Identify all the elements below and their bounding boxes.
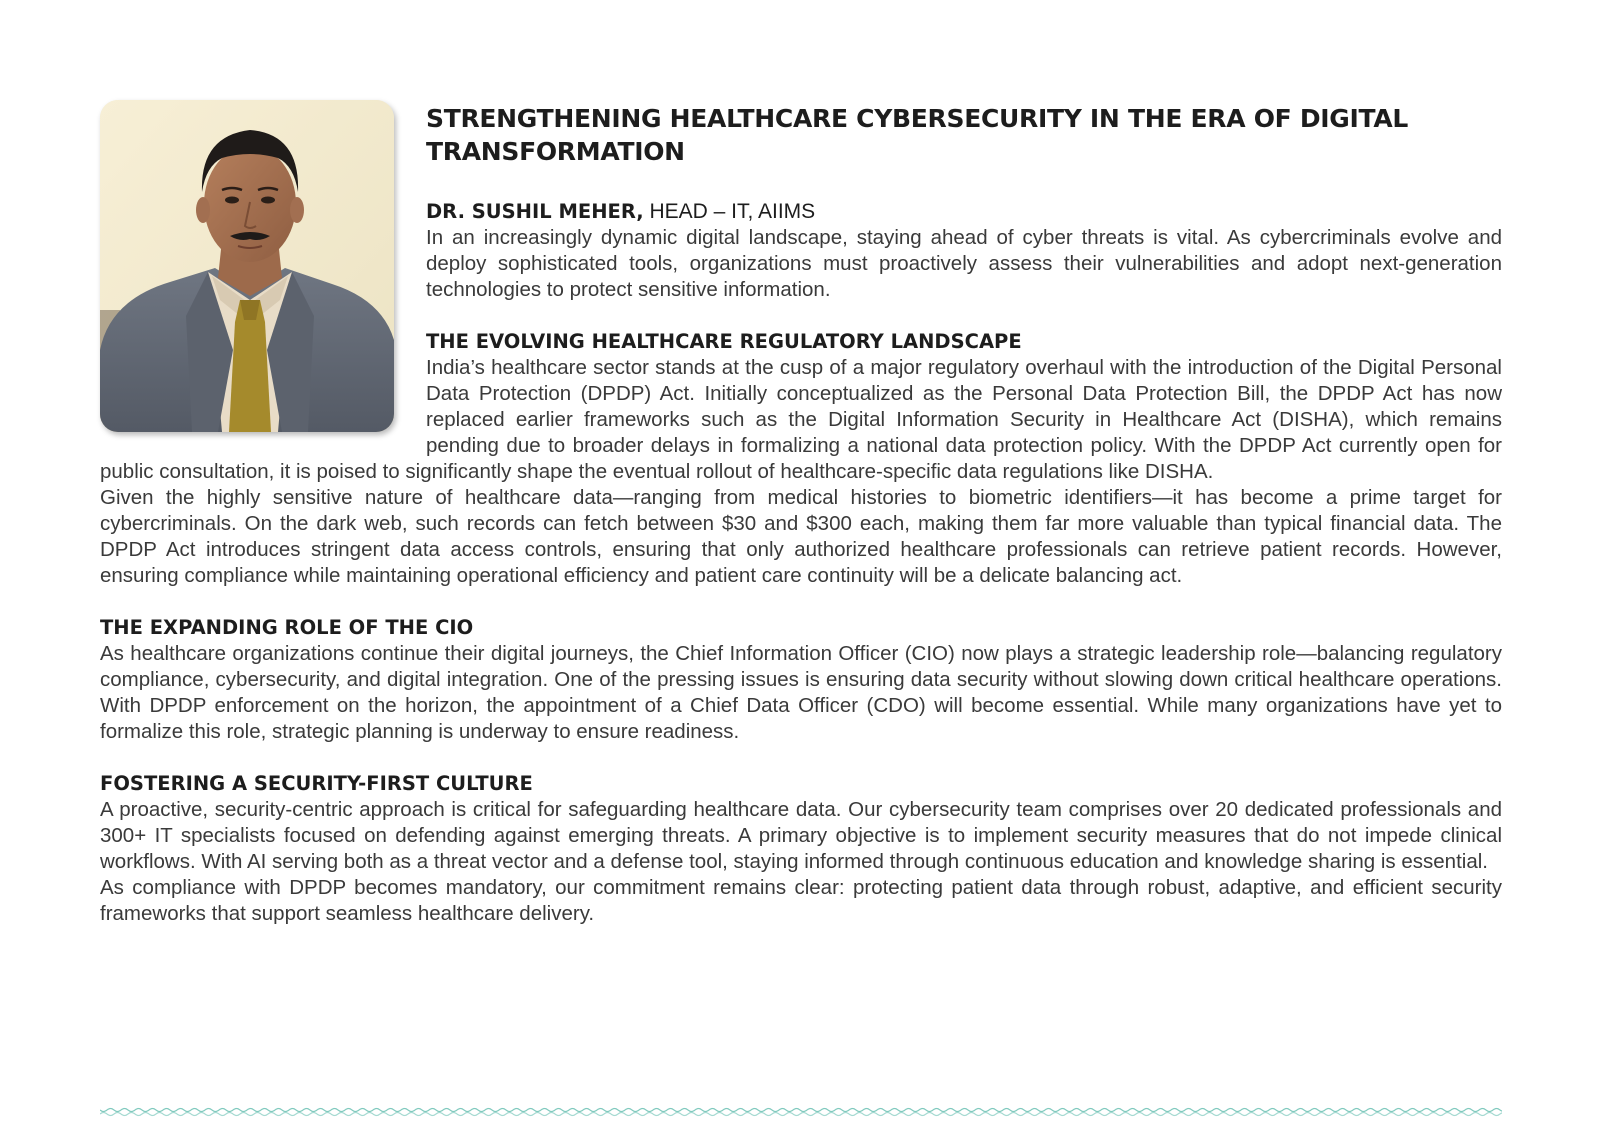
paragraph-regulatory-1: India’s healthcare sector stands at the cusp of a major regulatory overhaul with the introduction of the Digital Personal Data Protection (DPDP) Act. Initially conceptualized as the Personal Data Protection Bill, the DPDP Act has now replaced earlier frameworks such as the Digital Information Security in Healthcare Act (DISHA), which remains pending due to broader delays in formalizing a national data protection policy. With the DPDP Act currently open for public consultation, it is poised to significantly shape the eventual rollout of healthcare-specific data regulations like DISHA.	[100, 356, 1502, 483]
section-heading-regulatory: THE EVOLVING HEALTHCARE REGULATORY LANDSCAPE	[426, 330, 1022, 353]
article-title: STRENGTHENING HEALTHCARE CYBERSECURITY IN THE ERA OF DIGITAL TRANSFORMATION	[426, 104, 1409, 166]
author-photo	[100, 100, 394, 432]
paragraph-cio-1: As healthcare organizations continue their digital journeys, the Chief Information Officer (CIO) now plays a strategic leadership role—balancing regulatory compliance, cybersecurity, and digital integration. One of the pressing issues is ensuring data security without slowing down critical healthcare operations. With DPDP enforcement on the horizon, the appointment of a Chief Data Officer (CDO) will become essential. While many organizations have yet to formalize this role, strategic planning is underway to ensure readiness.	[100, 642, 1502, 743]
paragraph-culture-2: As compliance with DPDP becomes mandatory, our commitment remains clear: protecting patient data through robust, adaptive, and efficient security frameworks that support seamless healthcare delivery.	[100, 876, 1502, 925]
author-role: HEAD – IT, AIIMS	[643, 200, 816, 223]
section-heading-cio: THE EXPANDING ROLE OF THE CIO	[100, 616, 474, 639]
paragraph-regulatory-2: Given the highly sensitive nature of healthcare data—ranging from medical histories to biometric identifiers—it has become a prime target for cybercriminals. On the dark web, such records can fetch between $30 and $300 each, making them far more valuable than typical financial data. The DPDP Act introduces stringent data access controls, ensuring that only authorized healthcare professionals can retrieve patient records. However, ensuring compliance while maintaining operational efficiency and patient care continuity will be a delicate balancing act.	[100, 486, 1502, 587]
article-page	[100, 100, 1502, 927]
section-heading-culture: FOSTERING A SECURITY-FIRST CULTURE	[100, 772, 533, 795]
author-name: DR. SUSHIL MEHER,	[426, 200, 644, 223]
paragraph-culture-1: A proactive, security-centric approach is critical for safeguarding healthcare data. Our cybersecurity team comprises over 20 dedicated professionals and 300+ IT specialists focused on defending against emerging threats. A primary objective is to implement security measures that do not impede clinical workflows. With AI serving both as a threat vector and a defense tool, staying informed through continuous education and knowledge sharing is essential.	[100, 798, 1502, 873]
intro-paragraph: In an increasingly dynamic digital landscape, staying ahead of cyber threats is vital. As cybercriminals evolve and deploy sophisticated tools, organizations must proactively assess their vulnerabilities and adopt next-generation technologies to protect sensitive information.	[426, 226, 1502, 301]
wave-divider	[100, 1106, 1502, 1118]
